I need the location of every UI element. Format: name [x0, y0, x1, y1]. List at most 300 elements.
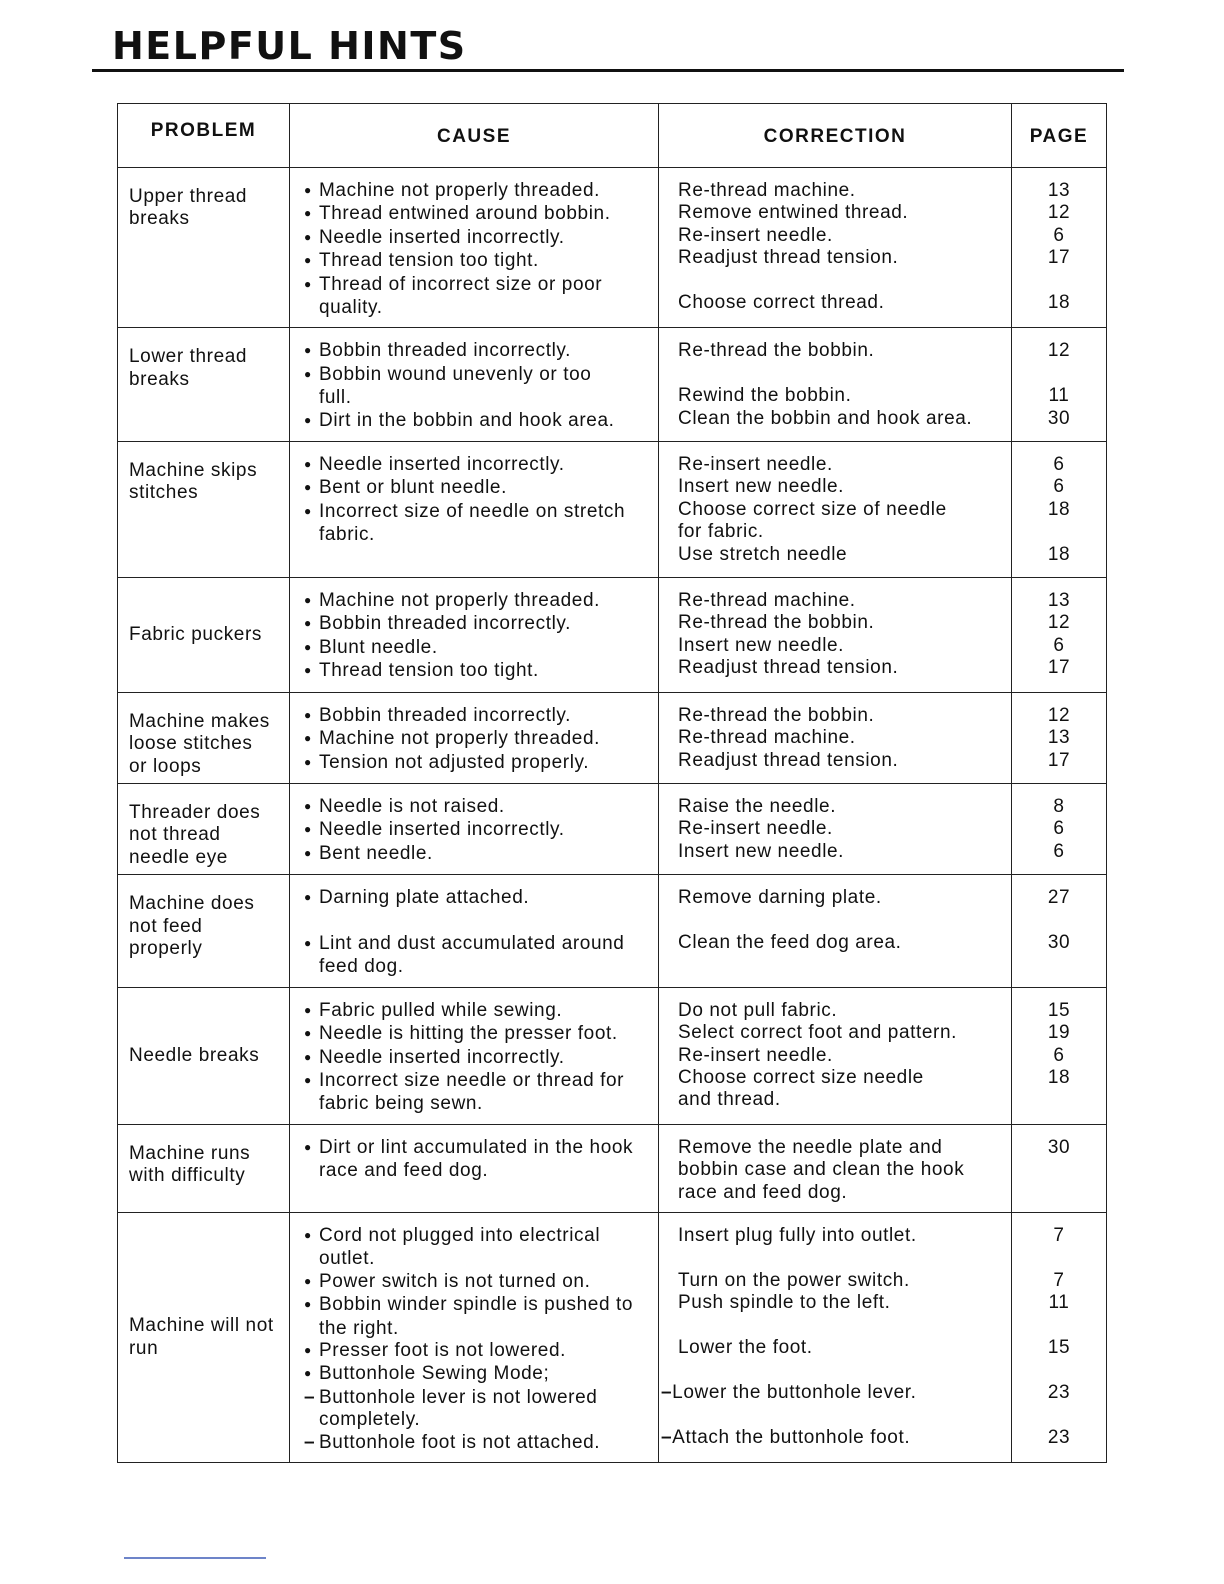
page-cell — [1012, 1212, 1107, 1462]
page-number — [1012, 1404, 1106, 1426]
cause-item — [304, 1093, 654, 1115]
problem-cell — [118, 328, 290, 442]
cause-item — [304, 1160, 654, 1182]
cause-text: Needle inserted incorrectly. — [319, 819, 565, 841]
correction-text: Lower the foot. — [678, 1336, 813, 1358]
cause-cell — [290, 328, 659, 442]
table-row — [118, 328, 1107, 442]
cause-text: Needle inserted incorrectly. — [319, 454, 565, 476]
correction-text: Clean the feed dog area. — [678, 931, 902, 953]
bullet-indent — [304, 387, 319, 409]
correction-text: Choose correct thread. — [678, 292, 885, 314]
problem-text: loose stitches — [129, 733, 253, 755]
bullet-icon — [304, 590, 319, 613]
cause-cell — [290, 783, 659, 874]
correction-text — [678, 1359, 1007, 1381]
problem-text: Machine runs — [129, 1142, 251, 1164]
page-number — [1012, 1089, 1106, 1111]
correction-text-inner: Lower the buttonhole lever. — [672, 1381, 917, 1403]
bullet-icon — [304, 1137, 319, 1160]
page-number: 18 — [1047, 1066, 1071, 1088]
page-number: 13 — [1047, 590, 1071, 612]
cause-text: Buttonhole foot is not attached. — [319, 1431, 601, 1453]
correction-text: Readjust thread tension. — [678, 247, 899, 269]
page-number: 27 — [1047, 887, 1071, 909]
correction-text: Readjust thread tension. — [678, 657, 899, 679]
problem-cell — [118, 1124, 290, 1212]
cause-text: completely. — [319, 1409, 421, 1431]
bullet-icon — [304, 1000, 319, 1023]
problem-text: Upper thread — [129, 186, 248, 207]
page-number: 6 — [1053, 454, 1065, 476]
table-row — [118, 987, 1107, 1124]
footer-rule — [124, 1557, 266, 1559]
cause-text: Lint and dust accumulated around — [319, 932, 625, 954]
bullet-icon — [304, 637, 319, 660]
correction-text — [678, 910, 1007, 932]
correction-text: Re-insert needle. — [678, 454, 833, 476]
cause-cell — [290, 168, 659, 328]
cause-item — [304, 1294, 654, 1317]
correction-cell — [659, 875, 1012, 988]
problem-cell — [118, 168, 290, 328]
correction-text: Re-thread machine. — [678, 727, 856, 749]
cause-text: Fabric pulled while sewing. — [319, 999, 563, 1021]
cause-text: Needle inserted incorrectly. — [319, 1046, 565, 1068]
problem-text: Machine will not — [129, 1315, 274, 1337]
table-row — [118, 1124, 1107, 1212]
cause-text: Machine not properly threaded. — [319, 590, 600, 612]
correction-text: Remove darning plate. — [678, 887, 882, 909]
correction-text: and thread. — [678, 1089, 781, 1111]
cause-item — [304, 1318, 654, 1340]
page-number: 17 — [1047, 247, 1071, 269]
problem-text: not thread — [129, 824, 221, 846]
correction-text: Remove entwined thread. — [678, 202, 909, 224]
cause-text: fabric. — [319, 524, 375, 546]
cause-text: Thread of incorrect size or poor — [319, 273, 603, 295]
bullet-indent — [304, 1160, 319, 1182]
page-number: 12 — [1047, 612, 1071, 634]
page-number: 17 — [1047, 749, 1071, 771]
cause-item — [304, 590, 654, 613]
problem-cell — [118, 442, 290, 578]
cause-item — [304, 1271, 654, 1294]
table-row — [118, 875, 1107, 988]
title-underline — [92, 69, 1124, 72]
cause-text: Buttonhole lever is not lowered — [319, 1386, 598, 1408]
page-number — [1012, 363, 1106, 385]
problem-text: Machine skips — [129, 460, 258, 482]
correction-text: Re-thread machine. — [678, 180, 856, 201]
bullet-indent — [304, 1409, 319, 1431]
correction-cell — [659, 328, 1012, 442]
problem-cell — [118, 783, 290, 874]
correction-text: Re-insert needle. — [678, 818, 833, 840]
cause-item — [304, 364, 654, 387]
header-cause: CAUSE — [290, 104, 659, 168]
cause-text: Bobbin threaded incorrectly. — [319, 704, 571, 726]
cause-text — [319, 911, 654, 933]
cause-text: Machine not properly threaded. — [319, 180, 600, 201]
cause-item — [304, 956, 654, 978]
page-cell — [1012, 1124, 1107, 1212]
bullet-icon — [304, 843, 319, 866]
page-cell — [1012, 875, 1107, 988]
correction-text: Re-thread the bobbin. — [678, 612, 875, 634]
cause-text: fabric being sewn. — [319, 1093, 483, 1115]
bullet-icon — [304, 1023, 319, 1046]
cause-text: Dirt or lint accumulated in the hook — [319, 1136, 634, 1158]
bullet-icon — [304, 454, 319, 477]
cause-text: Thread entwined around bobbin. — [319, 203, 611, 225]
cause-cell — [290, 1212, 659, 1462]
page-number: 6 — [1053, 1044, 1065, 1066]
page-number: 7 — [1053, 1224, 1065, 1246]
bullet-icon — [304, 728, 319, 751]
bullet-icon — [304, 364, 319, 387]
bullet-icon — [304, 1363, 319, 1386]
page-cell — [1012, 168, 1107, 328]
bullet-indent — [304, 524, 319, 546]
problem-text: Threader does — [129, 801, 261, 823]
cause-text: Thread tension too tight. — [319, 250, 539, 272]
header-correction: CORRECTION — [659, 104, 1012, 168]
correction-text — [678, 1404, 1007, 1426]
page-number: 6 — [1053, 840, 1065, 862]
page-cell — [1012, 578, 1107, 693]
correction-text: Turn on the power switch. — [678, 1269, 910, 1291]
problem-text: Fabric puckers — [129, 623, 262, 645]
bullet-icon — [304, 933, 319, 956]
cause-item — [304, 1137, 654, 1160]
cause-text: Bobbin winder spindle is pushed to — [319, 1294, 634, 1316]
cause-item — [304, 180, 654, 203]
cause-item — [304, 637, 654, 660]
page-number: 18 — [1047, 543, 1071, 565]
cause-item — [304, 387, 654, 409]
correction-cell — [659, 1124, 1012, 1212]
cause-text: Blunt needle. — [319, 636, 438, 658]
cause-text: Bent needle. — [319, 842, 433, 864]
cause-text: quality. — [319, 297, 383, 319]
bullet-icon — [304, 819, 319, 842]
correction-text: Choose correct size of needle — [678, 498, 947, 520]
cause-item — [304, 933, 654, 956]
correction-cell — [659, 442, 1012, 578]
page-number: 11 — [1048, 385, 1070, 407]
page-number: 12 — [1047, 202, 1071, 224]
dash-icon — [304, 1387, 319, 1409]
cause-item — [304, 410, 654, 433]
dash-icon — [304, 1432, 319, 1454]
bullet-icon — [304, 705, 319, 728]
page-number: 6 — [1053, 476, 1065, 498]
cause-item — [304, 1340, 654, 1363]
cause-text: Buttonhole Sewing Mode; — [319, 1363, 550, 1385]
page-number: 30 — [1047, 1136, 1071, 1158]
page-number: 30 — [1047, 407, 1071, 429]
page-cell — [1012, 442, 1107, 578]
correction-text: race and feed dog. — [678, 1181, 848, 1203]
correction-text: Use stretch needle — [678, 543, 848, 565]
page-cell — [1012, 987, 1107, 1124]
cause-text: Bobbin wound unevenly or too — [319, 363, 592, 385]
correction-text: Re-thread the bobbin. — [678, 340, 875, 362]
cause-item — [304, 1070, 654, 1093]
bullet-indent — [304, 297, 319, 319]
problem-text: run — [129, 1337, 159, 1359]
cause-item — [304, 1000, 654, 1023]
page-number: 30 — [1047, 931, 1071, 953]
correction-text — [661, 1382, 1007, 1404]
cause-text: full. — [319, 387, 352, 409]
helpful-hints-table — [117, 103, 1107, 1463]
cause-text: Bobbin threaded incorrectly. — [319, 340, 571, 362]
page-number: 12 — [1047, 704, 1071, 726]
bullet-icon — [304, 274, 319, 297]
correction-text-inner: Attach the buttonhole foot. — [672, 1426, 911, 1448]
page-number — [1012, 1359, 1106, 1381]
cause-text: Cord not plugged into electrical — [319, 1224, 601, 1246]
page-number: 15 — [1047, 1336, 1071, 1358]
cause-item — [304, 1387, 654, 1409]
correction-text: Insert new needle. — [678, 634, 845, 656]
cause-item — [304, 227, 654, 250]
table-row — [118, 783, 1107, 874]
bullet-icon — [304, 613, 319, 636]
problem-cell — [118, 1212, 290, 1462]
cause-text: Thread tension too tight. — [319, 660, 539, 682]
problem-cell — [118, 875, 290, 988]
cause-item — [304, 1047, 654, 1070]
page-number: 12 — [1047, 340, 1071, 362]
cause-item — [304, 1363, 654, 1386]
problem-text: Machine makes — [129, 710, 270, 732]
cause-item — [304, 887, 654, 910]
page-number: 23 — [1047, 1426, 1071, 1448]
correction-text: Rewind the bobbin. — [678, 385, 852, 407]
page-cell — [1012, 692, 1107, 783]
page-number: 6 — [1053, 224, 1065, 246]
cause-item — [304, 501, 654, 524]
header-problem: PROBLEM — [118, 104, 290, 168]
cause-item — [304, 819, 654, 842]
cause-text: Needle inserted incorrectly. — [319, 226, 565, 248]
cause-text: Power switch is not turned on. — [319, 1270, 591, 1292]
cause-item — [304, 250, 654, 273]
correction-text: Remove the needle plate and — [678, 1136, 943, 1158]
cause-item — [304, 524, 654, 546]
cause-text: Machine not properly threaded. — [319, 728, 600, 750]
cause-item — [304, 340, 654, 363]
cause-item — [304, 613, 654, 636]
page-number: 8 — [1053, 795, 1065, 817]
bullet-icon — [304, 1340, 319, 1363]
page-number: 13 — [1047, 727, 1071, 749]
bullet-icon — [304, 660, 319, 683]
table-row — [118, 692, 1107, 783]
problem-text: not feed — [129, 915, 203, 937]
table-header-row — [118, 104, 1107, 168]
problem-text: or loops — [129, 755, 202, 777]
page-number — [1012, 1247, 1106, 1269]
page-number — [1012, 910, 1106, 932]
page-number: 18 — [1047, 292, 1071, 314]
bullet-icon — [304, 796, 319, 819]
problem-text: needle eye — [129, 846, 228, 868]
bullet-icon — [304, 1225, 319, 1248]
cause-item — [304, 728, 654, 751]
table-body — [118, 168, 1107, 1463]
correction-text: Re-thread the bobbin. — [678, 704, 875, 726]
cause-cell — [290, 578, 659, 693]
page-number: 18 — [1047, 498, 1071, 520]
problem-text: breaks — [129, 208, 190, 230]
cause-cell — [290, 875, 659, 988]
cause-item — [304, 203, 654, 226]
cause-item — [304, 477, 654, 500]
correction-text: Re-insert needle. — [678, 1044, 833, 1066]
correction-text: Select correct foot and pattern. — [678, 1022, 958, 1044]
correction-text: Insert new needle. — [678, 840, 845, 862]
problem-text: with difficulty — [129, 1165, 246, 1187]
cause-item — [304, 1248, 654, 1270]
cause-item — [304, 1023, 654, 1046]
cause-item — [304, 1432, 654, 1454]
table-row — [118, 442, 1107, 578]
page-cell — [1012, 783, 1107, 874]
bullet-indent — [304, 1248, 319, 1270]
cause-cell — [290, 987, 659, 1124]
bullet-icon — [304, 180, 319, 203]
page-cell — [1012, 328, 1107, 442]
bullet-icon — [304, 340, 319, 363]
bullet-indent — [304, 1318, 319, 1340]
bullet-icon — [304, 203, 319, 226]
correction-cell — [659, 168, 1012, 328]
page-number: 15 — [1047, 999, 1071, 1021]
cause-text: outlet. — [319, 1248, 375, 1270]
correction-text: Choose correct size needle — [678, 1066, 924, 1088]
cause-text: Bobbin threaded incorrectly. — [319, 613, 571, 635]
problem-text: Machine does — [129, 893, 255, 915]
correction-text — [678, 363, 1007, 385]
header-page: PAGE — [1012, 104, 1107, 168]
correction-text: bobbin case and clean the hook — [678, 1159, 965, 1181]
correction-text: Do not pull fabric. — [678, 999, 838, 1021]
cause-text: Presser foot is not lowered. — [319, 1340, 567, 1362]
problem-text: Lower thread — [129, 346, 248, 368]
cause-item — [304, 796, 654, 819]
cause-item — [304, 1409, 654, 1431]
page-title: HELPFUL HINTS — [112, 24, 467, 68]
bullet-icon — [304, 1070, 319, 1093]
correction-text: Push spindle to the left. — [678, 1292, 891, 1314]
correction-text: Re-insert needle. — [678, 224, 833, 246]
dash-icon — [661, 1382, 672, 1403]
bullet-icon — [304, 250, 319, 273]
bullet-icon — [304, 887, 319, 910]
correction-text: for fabric. — [678, 521, 764, 543]
cause-text: Incorrect size needle or thread for — [319, 1069, 625, 1091]
correction-text — [678, 1247, 1007, 1269]
cause-text: Bent or blunt needle. — [319, 477, 507, 499]
problem-text: properly — [129, 937, 203, 959]
correction-text — [678, 1315, 1007, 1337]
bullet-icon — [304, 1294, 319, 1317]
problem-text: Needle breaks — [129, 1044, 260, 1066]
cause-item — [304, 274, 654, 297]
cause-text: feed dog. — [319, 956, 404, 978]
correction-text: Insert new needle. — [678, 476, 845, 498]
cause-item — [304, 752, 654, 775]
correction-cell — [659, 1212, 1012, 1462]
page-number — [1012, 1315, 1106, 1337]
cause-text: Needle is hitting the presser foot. — [319, 1023, 618, 1045]
cause-text: Tension not adjusted properly. — [319, 751, 590, 773]
bullet-indent — [304, 956, 319, 978]
correction-cell — [659, 783, 1012, 874]
cause-item — [304, 660, 654, 683]
correction-text — [678, 270, 1007, 292]
cause-item — [304, 1225, 654, 1248]
cause-cell — [290, 692, 659, 783]
bullet-icon — [304, 1271, 319, 1294]
page-number: 17 — [1047, 657, 1071, 679]
cause-text: race and feed dog. — [319, 1160, 489, 1182]
dash-icon — [661, 1427, 672, 1448]
cause-text: Needle is not raised. — [319, 795, 505, 817]
page-number: 13 — [1047, 180, 1071, 201]
correction-text: Insert plug fully into outlet. — [678, 1224, 917, 1246]
cause-item — [304, 454, 654, 477]
table-row — [118, 168, 1107, 328]
page-number: 23 — [1047, 1381, 1071, 1403]
problem-cell — [118, 987, 290, 1124]
page-number — [1012, 270, 1106, 292]
bullet-icon — [304, 227, 319, 250]
table-row — [118, 578, 1107, 693]
correction-text: Clean the bobbin and hook area. — [678, 407, 973, 429]
bullet-icon — [304, 477, 319, 500]
correction-cell — [659, 692, 1012, 783]
correction-cell — [659, 987, 1012, 1124]
correction-text: Re-thread machine. — [678, 590, 856, 612]
problem-text: stitches — [129, 482, 199, 504]
cause-item — [304, 911, 654, 933]
problem-cell — [118, 692, 290, 783]
correction-text: Readjust thread tension. — [678, 749, 899, 771]
cause-text: Incorrect size of needle on stretch — [319, 500, 626, 522]
page-number: 6 — [1053, 818, 1065, 840]
page-number: 7 — [1053, 1269, 1065, 1291]
bullet-icon — [304, 1047, 319, 1070]
table-row — [118, 1212, 1107, 1462]
cause-item — [304, 843, 654, 866]
bullet-icon — [304, 752, 319, 775]
page-number — [1012, 521, 1106, 543]
problem-cell — [118, 578, 290, 693]
cause-cell — [290, 1124, 659, 1212]
cause-item — [304, 705, 654, 728]
page-number: 11 — [1048, 1292, 1070, 1314]
cause-item — [304, 297, 654, 319]
cause-text: Dirt in the bobbin and hook area. — [319, 409, 615, 431]
page-number: 19 — [1047, 1022, 1071, 1044]
cause-text: the right. — [319, 1317, 399, 1339]
page-number: 6 — [1053, 634, 1065, 656]
